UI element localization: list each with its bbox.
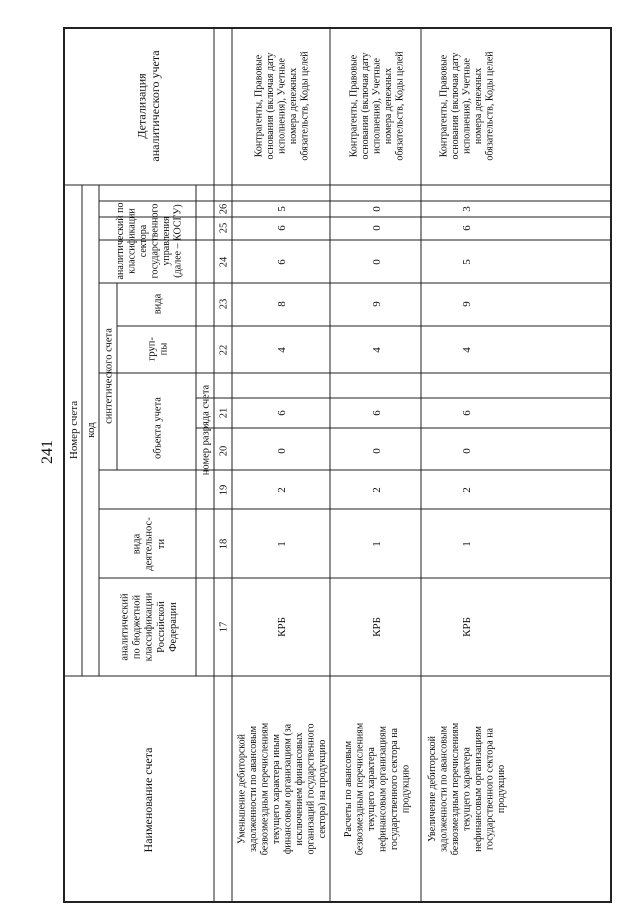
- row-1-name-line: нефинансовым организациям: [377, 726, 389, 852]
- row-1-bk: КРБ: [370, 617, 383, 637]
- row-1-detail-line: номера денежных: [383, 67, 394, 145]
- row-0-name-line: финансовым организациям (за: [282, 723, 294, 855]
- row-2-bk: КРБ: [460, 617, 473, 637]
- analytical-bk-header-line: аналитический: [119, 593, 131, 661]
- row-1-d23: 9: [370, 301, 383, 307]
- row-0-d21: 6: [275, 410, 288, 416]
- row-1-name-line: Расчеты по авансовым: [342, 740, 354, 838]
- row-2-name-line: безвозмездным перечислениям: [450, 722, 461, 856]
- row-2-activity: 1: [460, 541, 473, 547]
- row-1-detail-line: основания (включая дату: [360, 52, 371, 160]
- digit-col-22: 22: [218, 344, 230, 356]
- row-1-d19: 2: [370, 487, 383, 493]
- activity-type-header-line: ти: [155, 538, 167, 550]
- row-0-name-line: сектора) на продукцию: [316, 739, 328, 839]
- analytical-kosgu-header-line: управления: [160, 216, 172, 266]
- activity-type-header-line: деятельнос-: [143, 517, 155, 571]
- digit-col-20: 20: [218, 445, 230, 457]
- analytical-kosgu-header-line: классификации: [126, 208, 138, 274]
- digit-col-18: 18: [218, 538, 230, 550]
- row-2-d24: 5: [460, 259, 473, 265]
- analytical-bk-header-line: классификации: [143, 592, 155, 662]
- account-number-header: Номер счета: [67, 400, 80, 460]
- analytical-kosgu-header-line: государственного: [149, 203, 161, 279]
- row-0-detail-line: номера денежных: [288, 67, 299, 145]
- activity-type-header: [132, 517, 167, 571]
- kind-header: вида: [152, 293, 164, 315]
- row-0-d22: 4: [275, 347, 288, 353]
- activity-type-header-line: вида: [131, 533, 143, 555]
- row-0-d19: 2: [275, 487, 288, 493]
- row-2-d20: 0: [460, 448, 473, 454]
- detail-header: [134, 50, 162, 162]
- row-2-d22: 4: [460, 347, 473, 353]
- row-0-name: [236, 722, 328, 855]
- row-2-detail-line: исполнения), Учетные: [461, 58, 473, 154]
- row-2-d21: 6: [460, 410, 473, 416]
- row-0-name-line: исключением финансовых: [293, 732, 305, 846]
- row-2-d26: 3: [460, 206, 473, 212]
- row-2-detail-line: Контрагенты, Правовые: [438, 54, 450, 158]
- row-2-name: [427, 722, 507, 855]
- row-1-name: [343, 722, 412, 855]
- analytical-bk-header: [120, 592, 179, 661]
- row-2-d19: 2: [460, 487, 473, 493]
- row-2-name-line: текущего характера: [461, 747, 473, 831]
- row-0-activity: 1: [275, 541, 288, 547]
- analytical-kosgu-header-line: аналитический по: [114, 202, 126, 280]
- row-1-name-line: продукцию: [400, 764, 412, 814]
- row-2-name-line: нефинансовым организациям: [473, 726, 484, 852]
- row-1-detail: [349, 51, 406, 161]
- digit-col-25: 25: [218, 222, 230, 234]
- row-1-d20: 0: [370, 448, 383, 454]
- account-object-header: объекта учета: [152, 397, 164, 459]
- row-2-name-line: Увеличение дебиторской: [427, 736, 438, 842]
- row-0-detail-line: основания (включая дату: [265, 52, 276, 160]
- row-2-detail-line: основания (включая дату: [450, 52, 461, 160]
- digit-col-24: 24: [218, 256, 230, 268]
- group-header: [147, 337, 170, 361]
- group-header-line: груп-: [146, 337, 158, 361]
- code-header: код: [84, 422, 97, 438]
- row-2-d23: 9: [460, 301, 473, 307]
- digit-col-19: 19: [218, 484, 230, 496]
- row-0-detail-line: исполнения), Учетные: [276, 58, 288, 154]
- row-0-name-line: Уменьшение дебиторской: [236, 733, 248, 845]
- row-0-name-line: текущего характера иным: [270, 734, 282, 844]
- digit-col-23: 23: [218, 298, 230, 310]
- row-0-detail: [254, 51, 311, 161]
- analytical-kosgu-header-line: (далее – КОСГУ): [172, 204, 184, 278]
- row-1-d25: 0: [370, 225, 383, 231]
- row-1-detail-line: исполнения), Учетные: [371, 58, 383, 154]
- row-0-detail-line: обязательств, Коды целей: [299, 51, 311, 161]
- row-2-detail-line: обязательств, Коды целей: [484, 51, 496, 161]
- row-1-name-line: безвозмездным перечислениям: [354, 722, 366, 856]
- group-header-line: пы: [158, 342, 170, 356]
- digit-col-21: 21: [218, 407, 230, 419]
- row-0-name-line: безвозмездным перечислениям: [259, 722, 271, 856]
- table-header: [68, 50, 230, 853]
- analytical-bk-header-line: Федерации: [167, 602, 179, 652]
- row-0-d23: 8: [275, 301, 288, 307]
- table-body: [236, 51, 507, 855]
- digit-col-26: 26: [218, 203, 230, 215]
- digit-col-17: 17: [218, 621, 230, 633]
- row-0-d25: 6: [275, 225, 288, 231]
- row-1-d22: 4: [370, 347, 383, 353]
- page-number: 241: [39, 440, 56, 464]
- detail-header-line: аналитического учета: [148, 50, 163, 162]
- digit-number-header: номер разряда счета: [200, 384, 212, 476]
- analytical-bk-header-line: по бюджетной: [131, 594, 143, 660]
- row-2-name-line: государственного сектора на: [484, 728, 496, 850]
- row-2-detail-line: номера денежных: [473, 67, 484, 145]
- row-0-detail-line: Контрагенты, Правовые: [253, 54, 265, 158]
- row-0-name-line: задолженности по авансовым: [247, 725, 259, 853]
- row-1-name-line: государственного сектора на: [388, 728, 400, 850]
- detail-header-line: Детализация: [134, 73, 149, 139]
- account-name-header: Наименование счета: [141, 747, 156, 853]
- row-2-name-line: продукцию: [496, 764, 507, 814]
- row-1-detail-line: обязательств, Коды целей: [394, 51, 406, 161]
- row-0-bk: КРБ: [275, 617, 288, 637]
- row-0-d26: 5: [275, 206, 288, 212]
- row-2-name-line: задолженности по авансовым: [438, 725, 450, 853]
- row-0-name-line: организаций государственного: [305, 723, 317, 855]
- analytical-kosgu-header: [115, 203, 184, 280]
- row-1-activity: 1: [370, 541, 383, 547]
- row-1-d24: 0: [370, 259, 383, 265]
- row-2-d25: 6: [460, 225, 473, 231]
- row-1-d21: 6: [370, 410, 383, 416]
- row-0-d20: 0: [275, 448, 288, 454]
- analytical-bk-header-line: Российской: [155, 601, 167, 653]
- analytical-kosgu-header-line: сектора: [137, 224, 149, 258]
- row-0-d24: 6: [275, 259, 288, 265]
- row-1-d26: 0: [370, 206, 383, 212]
- synthetic-header: синтетического счета: [103, 328, 115, 424]
- row-1-detail-line: Контрагенты, Правовые: [348, 54, 360, 158]
- row-2-detail: [439, 51, 496, 161]
- row-1-name-line: текущего характера: [365, 747, 377, 831]
